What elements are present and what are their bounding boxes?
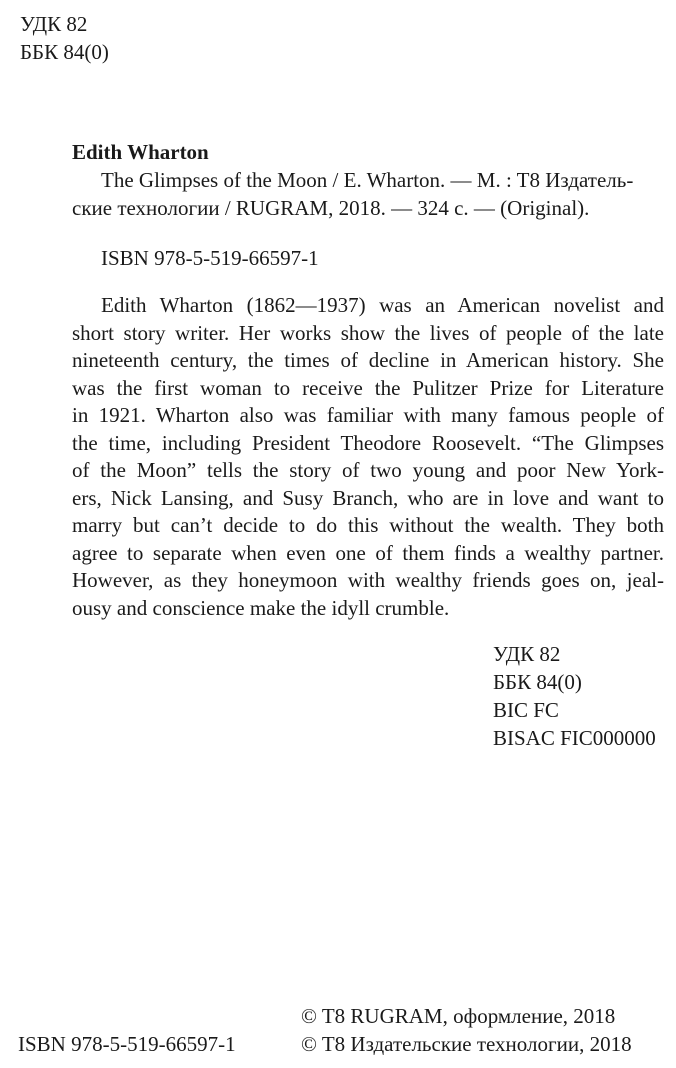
copyright-line-1: © T8 RUGRAM, оформление, 2018 <box>301 1004 616 1028</box>
annotation-line: Edith Wharton (1862—1937) was an American novelist and <box>101 293 664 317</box>
annotation-line: However, as they honeymoon with wealthy friends goes on, jeal- <box>72 568 664 592</box>
code-bic: BIC FC <box>493 698 559 722</box>
record-isbn: ISBN 978-5-519-66597-1 <box>101 246 319 270</box>
bibliographic-description-line-1: The Glimpses of the Moon / E. Wharton. — M. : T8 Издатель- <box>101 168 634 192</box>
footer-isbn: ISBN 978-5-519-66597-1 <box>18 1032 236 1056</box>
bibliographic-description-line-2: ские технологии / RUGRAM, 2018. — 324 с. — (Original). <box>72 196 590 220</box>
author-name: Edith Wharton <box>72 140 209 164</box>
header-bbk: ББК 84(0) <box>20 40 109 64</box>
annotation-line: ousy and conscience make the idyll crumble. <box>72 595 450 620</box>
annotation-paragraph <box>72 292 664 622</box>
code-bbk: ББК 84(0) <box>493 670 582 694</box>
annotation-line: in 1921. Wharton also was familiar with many famous people of <box>72 403 664 427</box>
annotation-line: nineteenth century, the times of decline in American history. She <box>72 348 664 372</box>
annotation-line: the time, including President Theodore Roosevelt. “The Glimpses <box>72 430 664 455</box>
copyright-block <box>301 1002 632 1058</box>
annotation-line: of the Moon” tells the story of two young and poor New York- <box>72 458 664 482</box>
copyright-line-2: © T8 Издательские технологии, 2018 <box>301 1032 632 1056</box>
annotation-line: marry but can’t decide to do this without the wealth. They both <box>72 513 664 537</box>
code-bisac: BISAC FIC000000 <box>493 726 656 750</box>
annotation-line: was the first woman to receive the Pulitzer Prize for Literature <box>72 375 664 400</box>
annotation-line: ers, Nick Lansing, and Susy Branch, who are in love and want to <box>72 485 664 510</box>
annotation-line: short story writer. Her works show the lives of people of the late <box>72 320 664 345</box>
annotation-line: agree to separate when even one of them finds a wealthy partner. <box>72 540 664 565</box>
code-udk: УДК 82 <box>493 642 561 666</box>
classification-codes <box>493 640 656 752</box>
header-udk: УДК 82 <box>20 12 88 36</box>
